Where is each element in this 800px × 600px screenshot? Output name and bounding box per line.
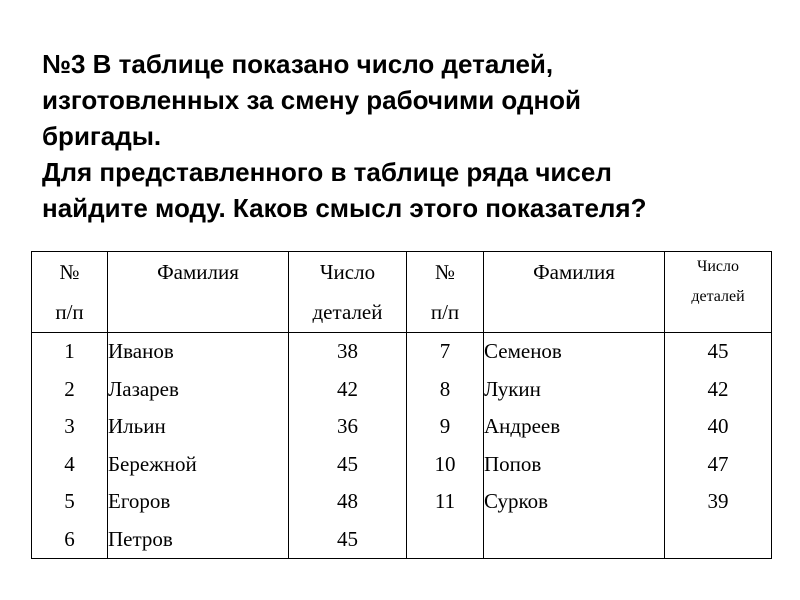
row-number: 2 (64, 376, 75, 401)
left-surnames-cell (108, 333, 289, 559)
left-values-cell (289, 333, 407, 559)
row-number: 3 (64, 414, 75, 438)
header-surname-right: Фамилия (484, 252, 665, 333)
surname: Сурков (484, 489, 549, 513)
right-values-cell (665, 333, 772, 559)
detail-count: 47 (707, 451, 729, 476)
row-number: 4 (64, 451, 75, 476)
surname: Ильин (108, 414, 166, 438)
surname: Лукин (484, 376, 541, 401)
problem-line: бригады. (42, 121, 162, 151)
header-number-left: № п/п (32, 252, 108, 333)
detail-count: 45 (337, 451, 358, 476)
problem-line: найдите моду. Каков смысл этого показателя? (42, 193, 647, 223)
row-number: 5 (64, 489, 75, 513)
problem-line: изготовленных за смену рабочими одной (42, 85, 582, 115)
problem-line: Для представленного в таблице ряда чисел (42, 157, 612, 187)
problem-statement (42, 46, 782, 226)
detail-count: 42 (337, 376, 358, 401)
row-number: 9 (439, 414, 451, 438)
row-number: 6 (64, 526, 75, 551)
detail-count: 42 (707, 376, 729, 401)
row-number: 1 (64, 339, 75, 363)
right-surnames-cell (484, 333, 665, 559)
row-number: 8 (439, 376, 451, 401)
left-numbers-cell (32, 333, 108, 559)
header-number-right: № п/п (407, 252, 484, 333)
workers-table (31, 251, 772, 559)
row-number: 7 (439, 339, 451, 363)
detail-count: 48 (337, 489, 358, 513)
header-count-left: Число деталей (289, 252, 407, 333)
detail-count: 45 (337, 526, 358, 551)
row-number: 10 (434, 451, 456, 476)
surname: Андреев (484, 414, 561, 438)
surname: Лазарев (108, 376, 179, 401)
table-body-row (32, 333, 772, 559)
right-numbers-cell (407, 333, 484, 559)
problem-line: №3 В таблице показано число деталей, (42, 49, 554, 79)
surname: Иванов (108, 339, 174, 363)
detail-count: 36 (337, 414, 358, 438)
header-count-right: Число деталей (665, 252, 772, 333)
header-surname-left: Фамилия (108, 252, 289, 333)
surname: Петров (108, 526, 173, 551)
detail-count: 40 (707, 414, 729, 438)
detail-count: 39 (707, 489, 729, 513)
surname: Егоров (108, 489, 171, 513)
surname: Попов (484, 451, 542, 476)
row-number: 11 (434, 489, 456, 513)
table-header-row (32, 252, 772, 333)
detail-count: 38 (337, 339, 358, 363)
surname: Бережной (108, 451, 197, 476)
surname: Семенов (484, 339, 562, 363)
detail-count: 45 (707, 339, 729, 363)
